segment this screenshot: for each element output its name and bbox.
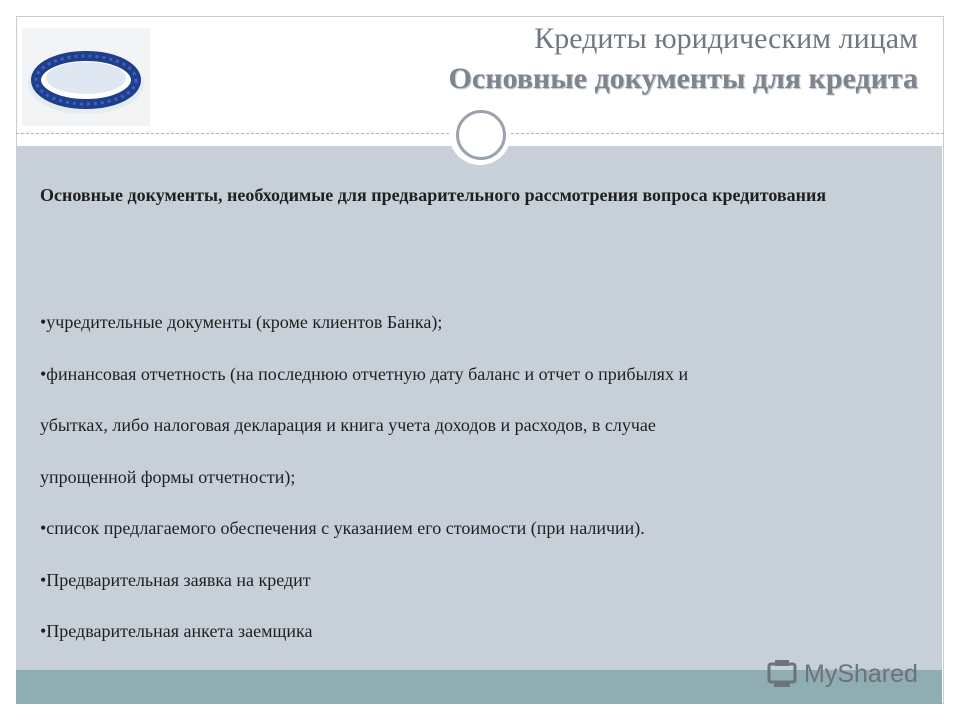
list-item: •учредительные документы (кроме клиентов Банка); bbox=[40, 312, 443, 332]
page-subtitle: Основные документы для кредита bbox=[448, 62, 918, 95]
document-list bbox=[40, 297, 920, 658]
ring-icon bbox=[456, 110, 506, 160]
watermark-text: MyShared bbox=[804, 659, 918, 688]
list-item: убытках, либо налоговая декларация и книга учета доходов и расходов, в случае bbox=[40, 415, 656, 435]
list-item: упрощенной формы отчетности); bbox=[40, 466, 296, 487]
list-item: •финансовая отчетность (на последнюю отчетную дату баланс и отчет о прибылях и bbox=[40, 363, 689, 384]
people-circle-icon bbox=[22, 28, 150, 126]
page-title: Кредиты юридическим лицам bbox=[534, 22, 918, 55]
list-item: •список предлагаемого обеспечения с указанием его стоимости (при наличии). bbox=[40, 518, 645, 538]
list-item: •Предварительная анкета заемщика bbox=[40, 621, 313, 641]
list-item: •Предварительная заявка на кредит bbox=[40, 569, 311, 590]
watermark[interactable] bbox=[766, 656, 918, 692]
myshared-logo-icon bbox=[766, 658, 800, 690]
content-heading: Основные документы, необходимые для предварительного рассмотрения вопроса кредитования bbox=[40, 185, 827, 205]
